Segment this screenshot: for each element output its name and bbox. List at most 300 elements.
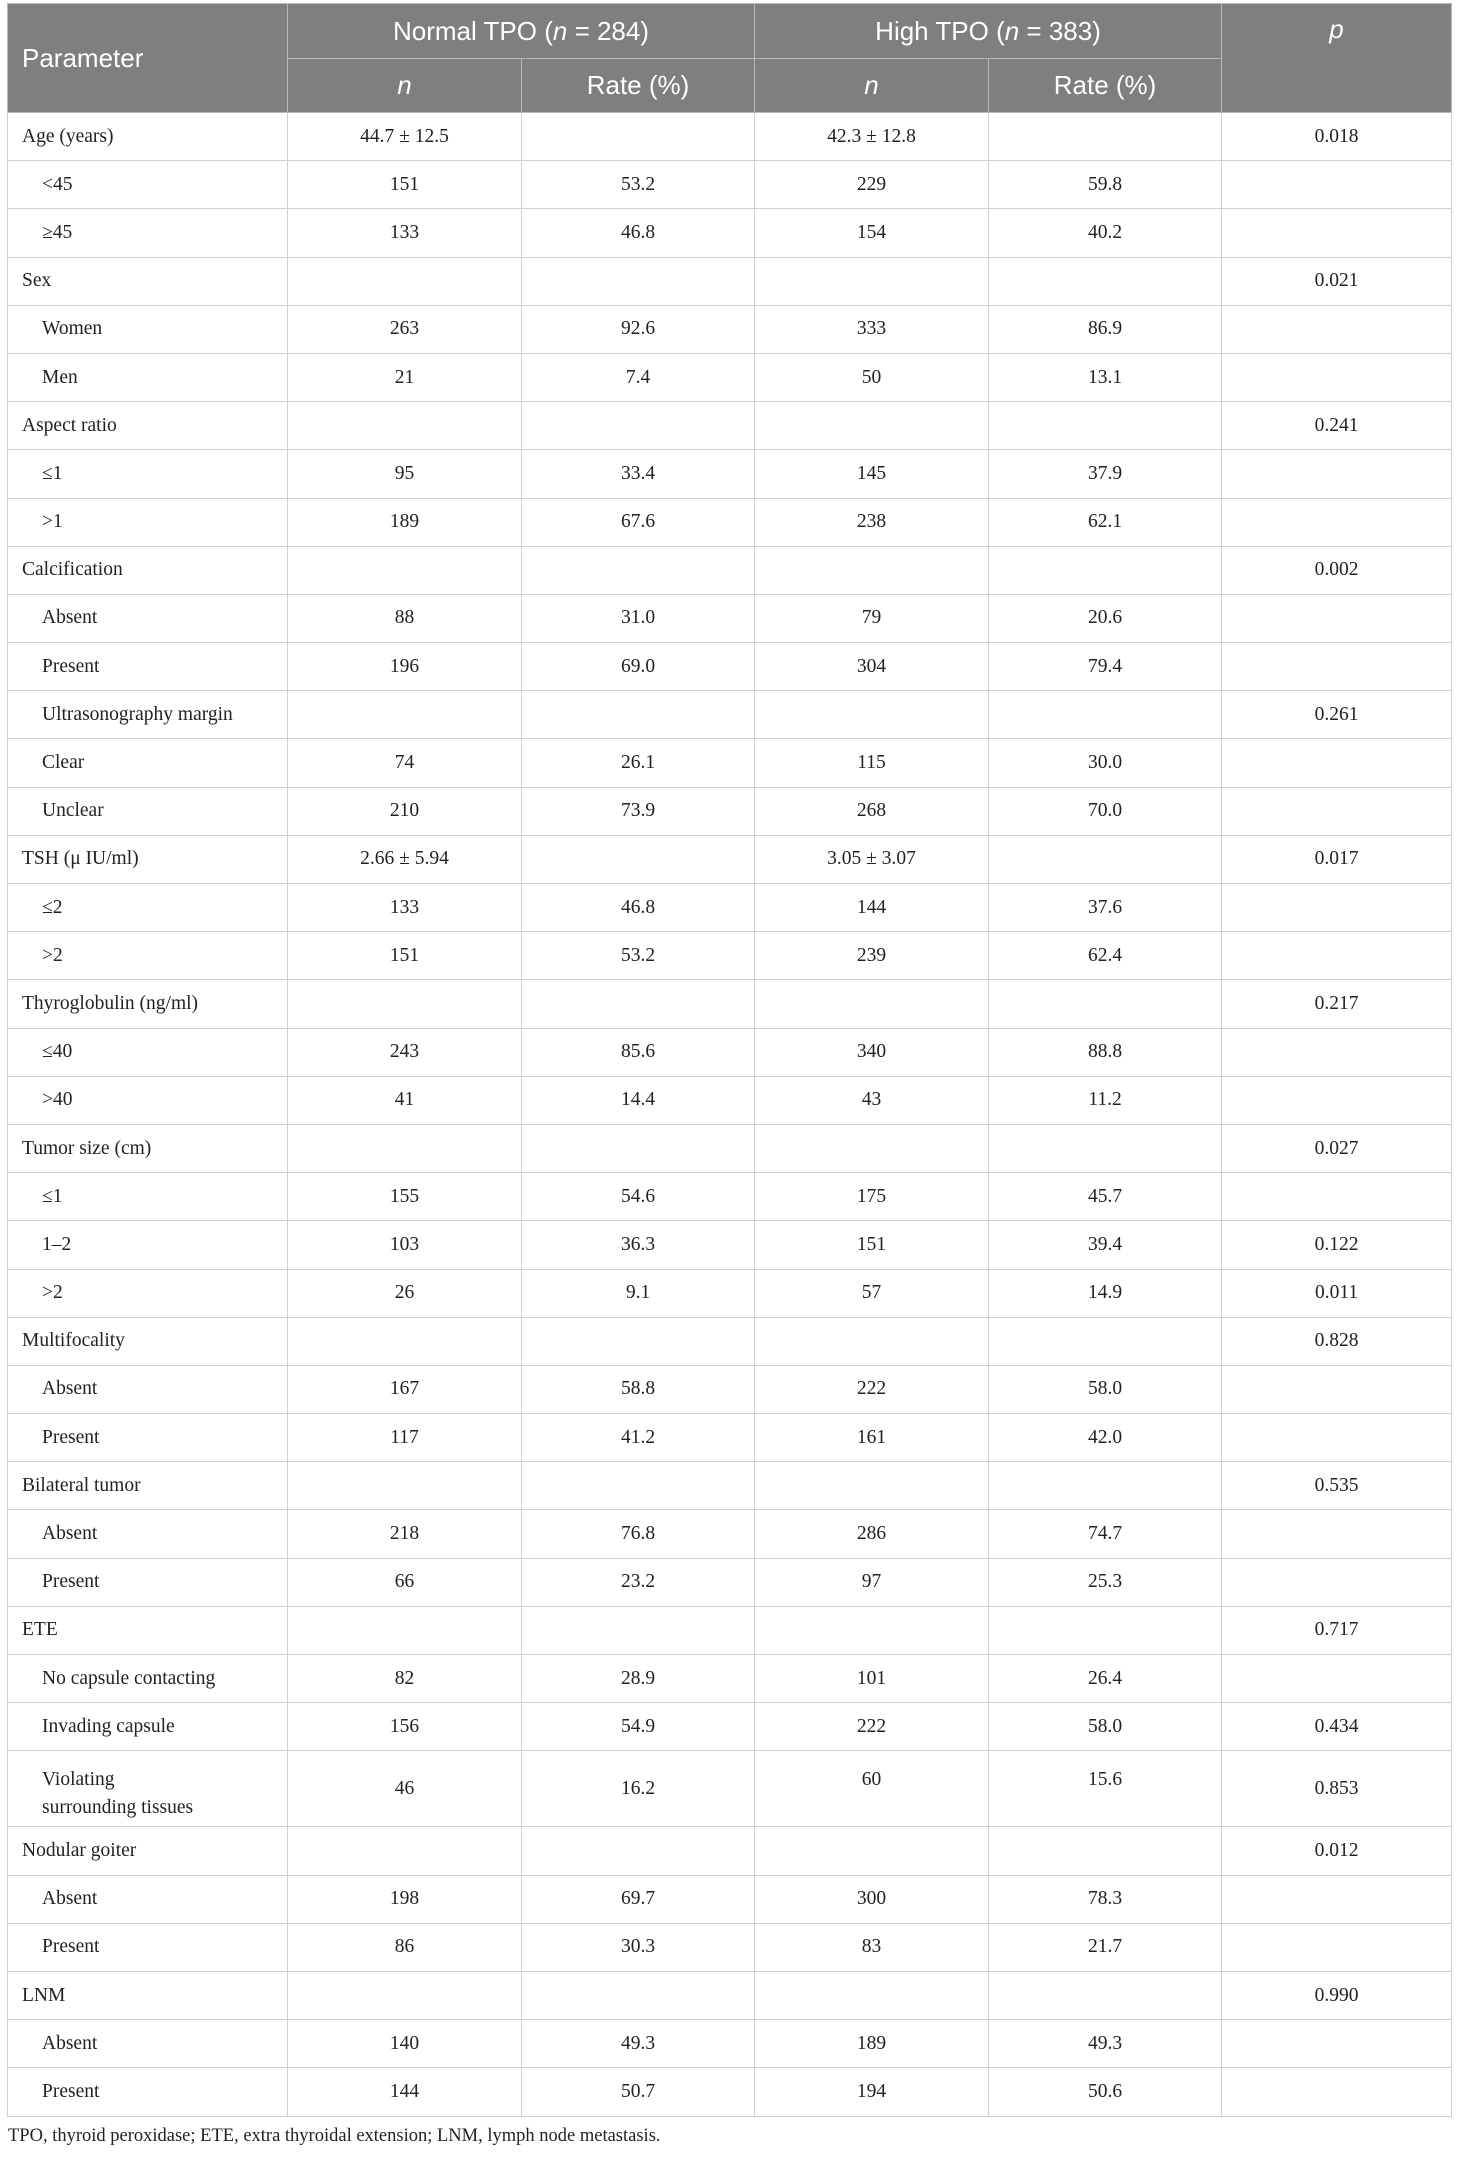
p-value: 0.261 xyxy=(1222,691,1452,739)
table-row xyxy=(8,1414,1452,1462)
normal-tpo-n: 133 xyxy=(288,884,522,932)
high-tpo-n: 222 xyxy=(755,1703,989,1751)
normal-tpo-rate xyxy=(522,546,755,594)
normal-tpo-rate: 58.8 xyxy=(522,1365,755,1413)
normal-tpo-n: 66 xyxy=(288,1558,522,1606)
row-label: >2 xyxy=(8,932,288,980)
header-high-n: n xyxy=(755,59,989,113)
normal-tpo-n: 140 xyxy=(288,2020,522,2068)
high-tpo-rate xyxy=(989,1462,1222,1510)
header-normal-tpo: Normal TPO (n = 284) xyxy=(288,4,755,59)
high-tpo-rate xyxy=(989,1317,1222,1365)
normal-tpo-rate xyxy=(522,113,755,161)
normal-tpo-rate: 73.9 xyxy=(522,787,755,835)
high-tpo-rate: 37.9 xyxy=(989,450,1222,498)
high-tpo-n: 175 xyxy=(755,1173,989,1221)
p-value: 0.717 xyxy=(1222,1606,1452,1654)
normal-tpo-rate xyxy=(522,1124,755,1172)
normal-tpo-n: 117 xyxy=(288,1414,522,1462)
p-value xyxy=(1222,1558,1452,1606)
high-tpo-rate xyxy=(989,980,1222,1028)
p-value: 0.012 xyxy=(1222,1827,1452,1875)
high-tpo-n xyxy=(755,1317,989,1365)
normal-tpo-n xyxy=(288,402,522,450)
row-label: Absent xyxy=(8,594,288,642)
normal-tpo-rate: 85.6 xyxy=(522,1028,755,1076)
p-value: 0.853 xyxy=(1222,1751,1452,1827)
high-tpo-n: 83 xyxy=(755,1923,989,1971)
p-value xyxy=(1222,739,1452,787)
row-label: Nodular goiter xyxy=(8,1827,288,1875)
table-row xyxy=(8,257,1452,305)
table-footnote: TPO, thyroid peroxidase; ETE, extra thyroidal extension; LNM, lymph node metastasis. xyxy=(8,2125,661,2146)
high-tpo-rate: 78.3 xyxy=(989,1875,1222,1923)
high-tpo-n: 239 xyxy=(755,932,989,980)
p-value xyxy=(1222,1076,1452,1124)
normal-tpo-n: 198 xyxy=(288,1875,522,1923)
table-row xyxy=(8,546,1452,594)
row-label: <45 xyxy=(8,161,288,209)
row-label: Present xyxy=(8,2068,288,2116)
p-value xyxy=(1222,450,1452,498)
high-tpo-rate xyxy=(989,402,1222,450)
high-tpo-rate: 37.6 xyxy=(989,884,1222,932)
high-tpo-rate xyxy=(989,546,1222,594)
normal-tpo-rate: 54.6 xyxy=(522,1173,755,1221)
normal-tpo-n: 21 xyxy=(288,353,522,401)
high-tpo-rate: 11.2 xyxy=(989,1076,1222,1124)
table-row xyxy=(8,835,1452,883)
high-tpo-n: 97 xyxy=(755,1558,989,1606)
p-value: 0.828 xyxy=(1222,1317,1452,1365)
high-tpo-n xyxy=(755,1606,989,1654)
normal-tpo-n xyxy=(288,1606,522,1654)
high-tpo-rate: 40.2 xyxy=(989,209,1222,257)
table-row xyxy=(8,1317,1452,1365)
row-label: Bilateral tumor xyxy=(8,1462,288,1510)
row-label: TSH (μ IU/ml) xyxy=(8,835,288,883)
p-value xyxy=(1222,643,1452,691)
p-value xyxy=(1222,1173,1452,1221)
high-tpo-rate xyxy=(989,113,1222,161)
high-tpo-n: 238 xyxy=(755,498,989,546)
normal-tpo-rate xyxy=(522,1827,755,1875)
normal-tpo-rate: 14.4 xyxy=(522,1076,755,1124)
normal-tpo-n: 26 xyxy=(288,1269,522,1317)
high-tpo-rate: 62.4 xyxy=(989,932,1222,980)
row-label: Aspect ratio xyxy=(8,402,288,450)
high-tpo-n: 101 xyxy=(755,1655,989,1703)
row-label: Absent xyxy=(8,2020,288,2068)
table-row xyxy=(8,594,1452,642)
data-table xyxy=(7,3,1452,2117)
normal-tpo-rate xyxy=(522,1971,755,2019)
high-tpo-n: 144 xyxy=(755,884,989,932)
table-row xyxy=(8,1462,1452,1510)
normal-tpo-n: 218 xyxy=(288,1510,522,1558)
normal-tpo-rate xyxy=(522,1462,755,1510)
normal-tpo-rate xyxy=(522,980,755,1028)
normal-tpo-rate: 69.7 xyxy=(522,1875,755,1923)
normal-tpo-rate: 67.6 xyxy=(522,498,755,546)
p-value: 0.021 xyxy=(1222,257,1452,305)
p-value xyxy=(1222,2020,1452,2068)
header-high-rate: Rate (%) xyxy=(989,59,1222,113)
high-tpo-rate xyxy=(989,1827,1222,1875)
row-label: Sex xyxy=(8,257,288,305)
high-tpo-n: 333 xyxy=(755,305,989,353)
high-tpo-n: 340 xyxy=(755,1028,989,1076)
normal-tpo-rate: 53.2 xyxy=(522,932,755,980)
high-tpo-n xyxy=(755,1827,989,1875)
high-tpo-rate: 15.6 xyxy=(989,1751,1222,1827)
p-value xyxy=(1222,1923,1452,1971)
table-row xyxy=(8,980,1452,1028)
normal-tpo-rate: 69.0 xyxy=(522,643,755,691)
high-tpo-n: 300 xyxy=(755,1875,989,1923)
normal-tpo-n xyxy=(288,1827,522,1875)
high-tpo-rate: 58.0 xyxy=(989,1703,1222,1751)
high-tpo-rate xyxy=(989,1606,1222,1654)
normal-tpo-rate xyxy=(522,1317,755,1365)
normal-tpo-n: 103 xyxy=(288,1221,522,1269)
table-row xyxy=(8,2068,1452,2116)
row-label: Invading capsule xyxy=(8,1703,288,1751)
normal-tpo-rate xyxy=(522,1606,755,1654)
high-tpo-n: 115 xyxy=(755,739,989,787)
table-body xyxy=(8,113,1452,2117)
p-value xyxy=(1222,209,1452,257)
high-tpo-n xyxy=(755,1462,989,1510)
p-value: 0.017 xyxy=(1222,835,1452,883)
table-row xyxy=(8,209,1452,257)
p-value: 0.027 xyxy=(1222,1124,1452,1172)
high-tpo-n: 43 xyxy=(755,1076,989,1124)
normal-tpo-rate xyxy=(522,402,755,450)
row-label: Present xyxy=(8,1923,288,1971)
row-label: >1 xyxy=(8,498,288,546)
table-row xyxy=(8,1365,1452,1413)
high-tpo-rate: 58.0 xyxy=(989,1365,1222,1413)
p-value: 0.217 xyxy=(1222,980,1452,1028)
high-tpo-rate xyxy=(989,1124,1222,1172)
p-value xyxy=(1222,1414,1452,1462)
p-value xyxy=(1222,594,1452,642)
table-row xyxy=(8,2020,1452,2068)
normal-tpo-rate: 9.1 xyxy=(522,1269,755,1317)
high-tpo-n xyxy=(755,402,989,450)
high-tpo-n: 222 xyxy=(755,1365,989,1413)
normal-tpo-n xyxy=(288,980,522,1028)
row-label: Present xyxy=(8,1414,288,1462)
row-label: Present xyxy=(8,643,288,691)
row-label: Present xyxy=(8,1558,288,1606)
normal-tpo-n xyxy=(288,1124,522,1172)
table-row xyxy=(8,932,1452,980)
normal-tpo-rate: 76.8 xyxy=(522,1510,755,1558)
high-tpo-n: 304 xyxy=(755,643,989,691)
normal-tpo-n: 196 xyxy=(288,643,522,691)
row-label: Thyroglobulin (ng/ml) xyxy=(8,980,288,1028)
row-label: Calcification xyxy=(8,546,288,594)
p-value xyxy=(1222,305,1452,353)
row-label: Unclear xyxy=(8,787,288,835)
table-row xyxy=(8,353,1452,401)
row-label: LNM xyxy=(8,1971,288,2019)
row-label: Ultrasonography margin xyxy=(8,691,288,739)
high-tpo-n xyxy=(755,546,989,594)
normal-tpo-n xyxy=(288,1462,522,1510)
high-tpo-n: 229 xyxy=(755,161,989,209)
high-tpo-rate: 45.7 xyxy=(989,1173,1222,1221)
high-tpo-rate: 70.0 xyxy=(989,787,1222,835)
table-row xyxy=(8,1173,1452,1221)
normal-tpo-n: 95 xyxy=(288,450,522,498)
normal-tpo-n: 86 xyxy=(288,1923,522,1971)
normal-tpo-n: 156 xyxy=(288,1703,522,1751)
high-tpo-rate: 30.0 xyxy=(989,739,1222,787)
table-row xyxy=(8,787,1452,835)
normal-tpo-n: 44.7 ± 12.5 xyxy=(288,113,522,161)
row-label: Absent xyxy=(8,1365,288,1413)
high-tpo-rate xyxy=(989,691,1222,739)
high-tpo-n xyxy=(755,1124,989,1172)
normal-tpo-n: 155 xyxy=(288,1173,522,1221)
table-row xyxy=(8,1923,1452,1971)
p-value xyxy=(1222,1655,1452,1703)
high-tpo-rate: 88.8 xyxy=(989,1028,1222,1076)
high-tpo-n xyxy=(755,980,989,1028)
normal-tpo-n: 74 xyxy=(288,739,522,787)
p-value xyxy=(1222,1510,1452,1558)
header-normal-n: n xyxy=(288,59,522,113)
table-header xyxy=(8,4,1452,113)
table-row xyxy=(8,1028,1452,1076)
table-row xyxy=(8,884,1452,932)
p-value xyxy=(1222,1875,1452,1923)
row-label: ETE xyxy=(8,1606,288,1654)
high-tpo-rate: 49.3 xyxy=(989,2020,1222,2068)
row-label: ≥45 xyxy=(8,209,288,257)
high-tpo-rate: 39.4 xyxy=(989,1221,1222,1269)
p-value: 0.011 xyxy=(1222,1269,1452,1317)
high-tpo-rate: 14.9 xyxy=(989,1269,1222,1317)
row-label: 1–2 xyxy=(8,1221,288,1269)
table-row xyxy=(8,305,1452,353)
high-tpo-n: 3.05 ± 3.07 xyxy=(755,835,989,883)
table-row xyxy=(8,498,1452,546)
normal-tpo-rate: 23.2 xyxy=(522,1558,755,1606)
normal-tpo-rate: 53.2 xyxy=(522,161,755,209)
normal-tpo-rate xyxy=(522,691,755,739)
table-row xyxy=(8,1751,1452,1827)
high-tpo-n: 60 xyxy=(755,1751,989,1827)
normal-tpo-rate: 31.0 xyxy=(522,594,755,642)
table-row xyxy=(8,1221,1452,1269)
header-p-value: p xyxy=(1222,4,1452,113)
high-tpo-n: 151 xyxy=(755,1221,989,1269)
table-row xyxy=(8,402,1452,450)
high-tpo-rate: 62.1 xyxy=(989,498,1222,546)
normal-tpo-rate: 92.6 xyxy=(522,305,755,353)
high-tpo-n: 145 xyxy=(755,450,989,498)
high-tpo-n: 189 xyxy=(755,2020,989,2068)
normal-tpo-n xyxy=(288,691,522,739)
normal-tpo-rate xyxy=(522,835,755,883)
high-tpo-n xyxy=(755,257,989,305)
normal-tpo-rate: 33.4 xyxy=(522,450,755,498)
normal-tpo-n: 151 xyxy=(288,932,522,980)
normal-tpo-rate: 16.2 xyxy=(522,1751,755,1827)
normal-tpo-rate: 46.8 xyxy=(522,209,755,257)
high-tpo-rate: 25.3 xyxy=(989,1558,1222,1606)
high-tpo-rate: 59.8 xyxy=(989,161,1222,209)
normal-tpo-rate: 49.3 xyxy=(522,2020,755,2068)
table-row xyxy=(8,161,1452,209)
p-value xyxy=(1222,161,1452,209)
table-row xyxy=(8,1971,1452,2019)
normal-tpo-n: 82 xyxy=(288,1655,522,1703)
high-tpo-rate: 50.6 xyxy=(989,2068,1222,2116)
row-label: Violating surrounding tissues xyxy=(8,1751,288,1827)
high-tpo-rate: 13.1 xyxy=(989,353,1222,401)
p-value xyxy=(1222,353,1452,401)
row-label: No capsule contacting xyxy=(8,1655,288,1703)
normal-tpo-n: 151 xyxy=(288,161,522,209)
normal-tpo-n xyxy=(288,1971,522,2019)
high-tpo-rate xyxy=(989,835,1222,883)
header-parameter: Parameter xyxy=(8,4,288,113)
normal-tpo-rate: 46.8 xyxy=(522,884,755,932)
table-row xyxy=(8,739,1452,787)
normal-tpo-rate: 54.9 xyxy=(522,1703,755,1751)
normal-tpo-n: 144 xyxy=(288,2068,522,2116)
table-row xyxy=(8,1076,1452,1124)
table-row xyxy=(8,1269,1452,1317)
normal-tpo-rate: 7.4 xyxy=(522,353,755,401)
table-row xyxy=(8,1875,1452,1923)
high-tpo-n: 268 xyxy=(755,787,989,835)
normal-tpo-rate: 36.3 xyxy=(522,1221,755,1269)
high-tpo-n xyxy=(755,1971,989,2019)
table-row xyxy=(8,450,1452,498)
p-value: 0.122 xyxy=(1222,1221,1452,1269)
table-row xyxy=(8,1655,1452,1703)
row-label: Tumor size (cm) xyxy=(8,1124,288,1172)
table-row xyxy=(8,1827,1452,1875)
table-row xyxy=(8,113,1452,161)
p-value xyxy=(1222,2068,1452,2116)
row-label: Age (years) xyxy=(8,113,288,161)
normal-tpo-n: 2.66 ± 5.94 xyxy=(288,835,522,883)
row-label: >40 xyxy=(8,1076,288,1124)
high-tpo-n: 79 xyxy=(755,594,989,642)
p-value xyxy=(1222,932,1452,980)
high-tpo-n: 194 xyxy=(755,2068,989,2116)
normal-tpo-n: 133 xyxy=(288,209,522,257)
high-tpo-n: 57 xyxy=(755,1269,989,1317)
row-label: Men xyxy=(8,353,288,401)
high-tpo-rate xyxy=(989,1971,1222,2019)
high-tpo-rate: 21.7 xyxy=(989,1923,1222,1971)
header-high-tpo: High TPO (n = 383) xyxy=(755,4,1222,59)
high-tpo-n: 154 xyxy=(755,209,989,257)
normal-tpo-rate: 28.9 xyxy=(522,1655,755,1703)
high-tpo-rate: 20.6 xyxy=(989,594,1222,642)
row-label: >2 xyxy=(8,1269,288,1317)
row-label: ≤1 xyxy=(8,450,288,498)
high-tpo-rate xyxy=(989,257,1222,305)
row-label: Multifocality xyxy=(8,1317,288,1365)
p-value xyxy=(1222,1365,1452,1413)
normal-tpo-n: 263 xyxy=(288,305,522,353)
normal-tpo-n xyxy=(288,257,522,305)
high-tpo-n: 50 xyxy=(755,353,989,401)
normal-tpo-n: 189 xyxy=(288,498,522,546)
row-label: ≤2 xyxy=(8,884,288,932)
p-value: 0.434 xyxy=(1222,1703,1452,1751)
p-value xyxy=(1222,1028,1452,1076)
table-row xyxy=(8,691,1452,739)
row-label: ≤1 xyxy=(8,1173,288,1221)
normal-tpo-n: 167 xyxy=(288,1365,522,1413)
p-value xyxy=(1222,498,1452,546)
header-normal-rate: Rate (%) xyxy=(522,59,755,113)
normal-tpo-n: 88 xyxy=(288,594,522,642)
row-label: Absent xyxy=(8,1875,288,1923)
normal-tpo-n: 46 xyxy=(288,1751,522,1827)
high-tpo-n: 161 xyxy=(755,1414,989,1462)
p-value: 0.990 xyxy=(1222,1971,1452,2019)
normal-tpo-rate: 30.3 xyxy=(522,1923,755,1971)
high-tpo-rate: 79.4 xyxy=(989,643,1222,691)
table-row xyxy=(8,643,1452,691)
normal-tpo-n: 210 xyxy=(288,787,522,835)
high-tpo-rate: 74.7 xyxy=(989,1510,1222,1558)
high-tpo-rate: 86.9 xyxy=(989,305,1222,353)
p-value: 0.018 xyxy=(1222,113,1452,161)
p-value: 0.535 xyxy=(1222,1462,1452,1510)
p-value: 0.241 xyxy=(1222,402,1452,450)
row-label: ≤40 xyxy=(8,1028,288,1076)
high-tpo-n: 286 xyxy=(755,1510,989,1558)
normal-tpo-n xyxy=(288,1317,522,1365)
normal-tpo-rate: 41.2 xyxy=(522,1414,755,1462)
normal-tpo-rate xyxy=(522,257,755,305)
row-label: Absent xyxy=(8,1510,288,1558)
p-value xyxy=(1222,787,1452,835)
table-row xyxy=(8,1510,1452,1558)
normal-tpo-n: 41 xyxy=(288,1076,522,1124)
high-tpo-n: 42.3 ± 12.8 xyxy=(755,113,989,161)
p-value xyxy=(1222,884,1452,932)
normal-tpo-rate: 26.1 xyxy=(522,739,755,787)
high-tpo-rate: 42.0 xyxy=(989,1414,1222,1462)
table-row xyxy=(8,1124,1452,1172)
high-tpo-rate: 26.4 xyxy=(989,1655,1222,1703)
normal-tpo-n: 243 xyxy=(288,1028,522,1076)
row-label: Women xyxy=(8,305,288,353)
normal-tpo-rate: 50.7 xyxy=(522,2068,755,2116)
table-row xyxy=(8,1703,1452,1751)
p-value: 0.002 xyxy=(1222,546,1452,594)
row-label: Clear xyxy=(8,739,288,787)
normal-tpo-n xyxy=(288,546,522,594)
table-row xyxy=(8,1606,1452,1654)
table-container xyxy=(7,3,1451,2147)
high-tpo-n xyxy=(755,691,989,739)
table-row xyxy=(8,1558,1452,1606)
